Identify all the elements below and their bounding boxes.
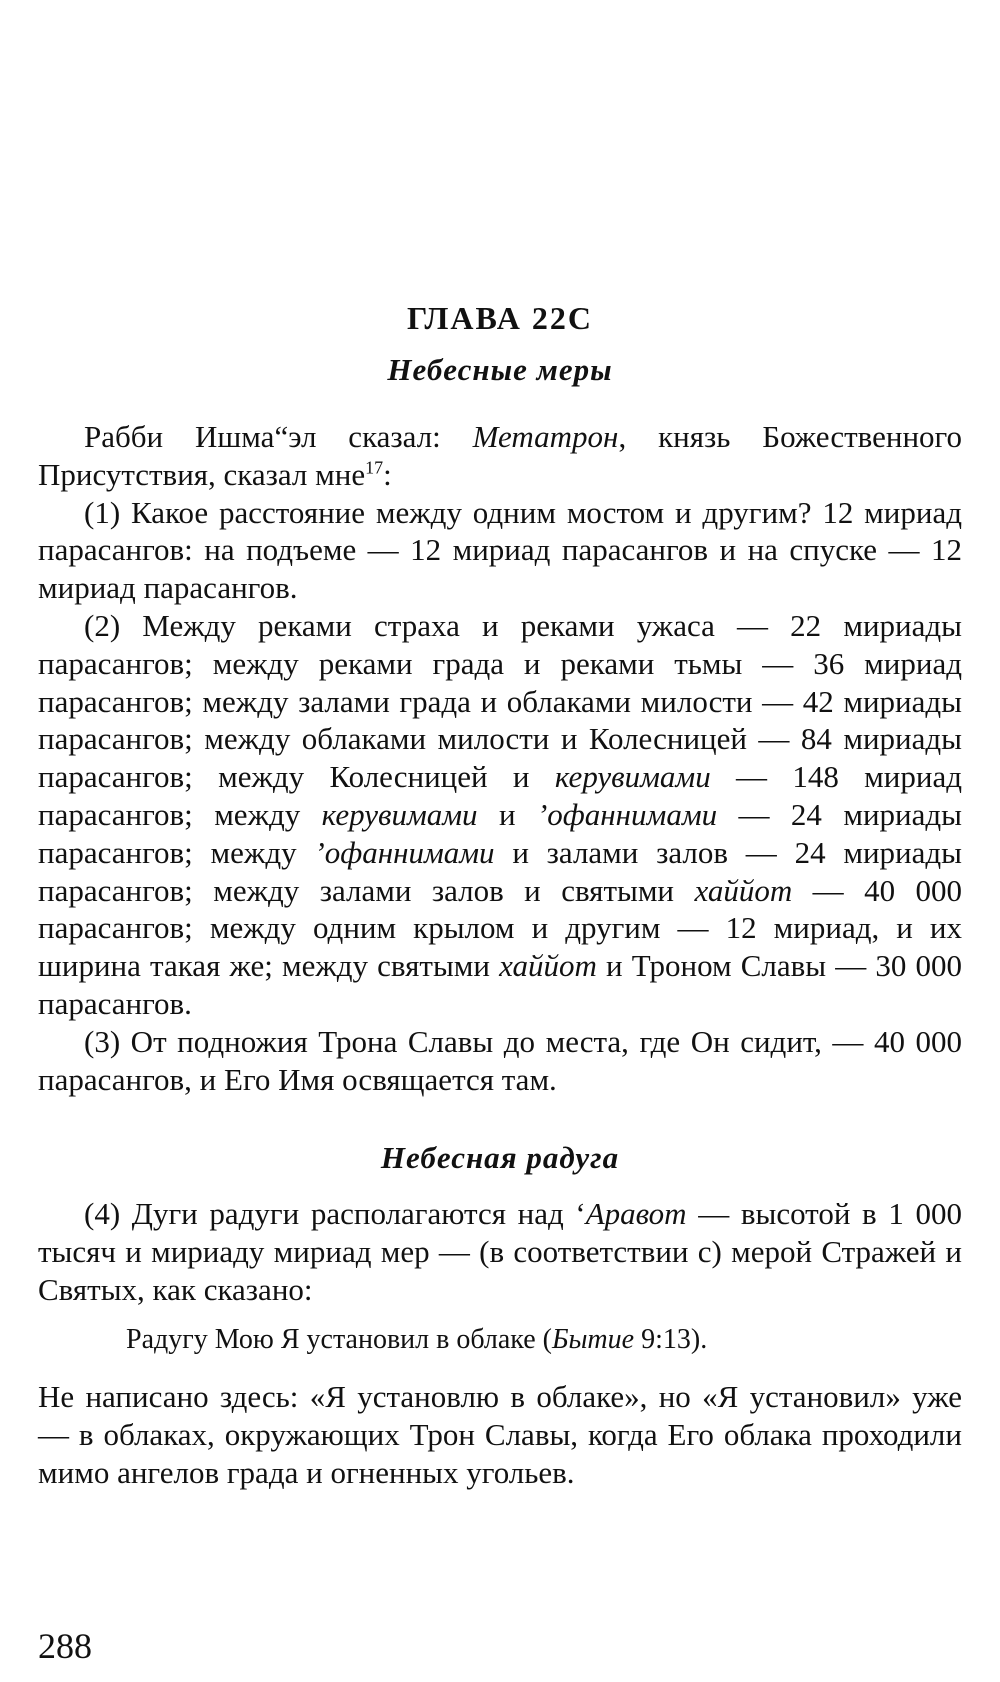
- paragraph-2: (2) Между реками страха и реками ужаса — 22 мириады парасангов; между реками града и реками тьмы — 36 мириад парасангов; между залами града и облаками милости — 42 мириады парасангов; между облаками милости и Колесницей — 84 мириады парасангов; между Колесницей и керувимами — 148 мириад парасангов; между керувимами и ’офаннимами — 24 мириады парасангов; между ’офаннимами и залами залов — 24 мириады парасангов; между залами залов и святыми хаййот — 40 000 парасангов; между одним крылом и другим — 12 мириад, и их ширина такая же; между святыми хаййот и Троном Славы — 30 000 парасангов.: [38, 607, 963, 1021]
- paragraph-3: (3) От подножия Трона Славы до места, где Он сидит, — 40 000 парасангов, и Его Имя освящается там.: [38, 1023, 962, 1097]
- book-page: [38, 0, 962, 1682]
- paragraph-5-block: [38, 1378, 962, 1491]
- section-body-heavenly-measures: [38, 418, 962, 1098]
- paragraph-4: (4) Дуги радуги располагаются над ‘Аравот — высотой в 1 000 тысяч и мириаду мириад мер — (в соответствии с) мерой Стражей и Святых, как сказано:: [38, 1196, 962, 1307]
- quote-source: Бытие: [551, 1324, 635, 1355]
- section-title-heavenly-measures: Небесные меры: [387, 352, 613, 387]
- scripture-quote: Радугу Мою Я установил в облаке (Бытие 9:13).: [126, 1324, 708, 1355]
- chapter-title: ГЛАВА 22С: [406, 300, 594, 336]
- paragraph-5: Не написано здесь: «Я установлю в облаке», но «Я установил» уже — в облаках, окружающих Трон Славы, когда Его облака проходили мимо ангелов града и огненных угольев.: [38, 1379, 962, 1490]
- name-metatron: Метатрон: [472, 419, 619, 454]
- section-title-heavenly-rainbow: Небесная радуга: [380, 1140, 620, 1175]
- intro-paragraph: Рабби Ишма“эл сказал: Метатрон, князь Божественного Присутствия, сказал мне$^{17}$:: [38, 419, 962, 492]
- footnote-ref: 17: [365, 457, 384, 478]
- page-number: 288: [38, 1626, 92, 1666]
- paragraph-1: (1) Какое расстояние между одним мостом и другим? 12 мириад парасангов: на подъеме — 12 мириад парасангов и на спуске — 12 мириад парасангов.: [38, 494, 962, 606]
